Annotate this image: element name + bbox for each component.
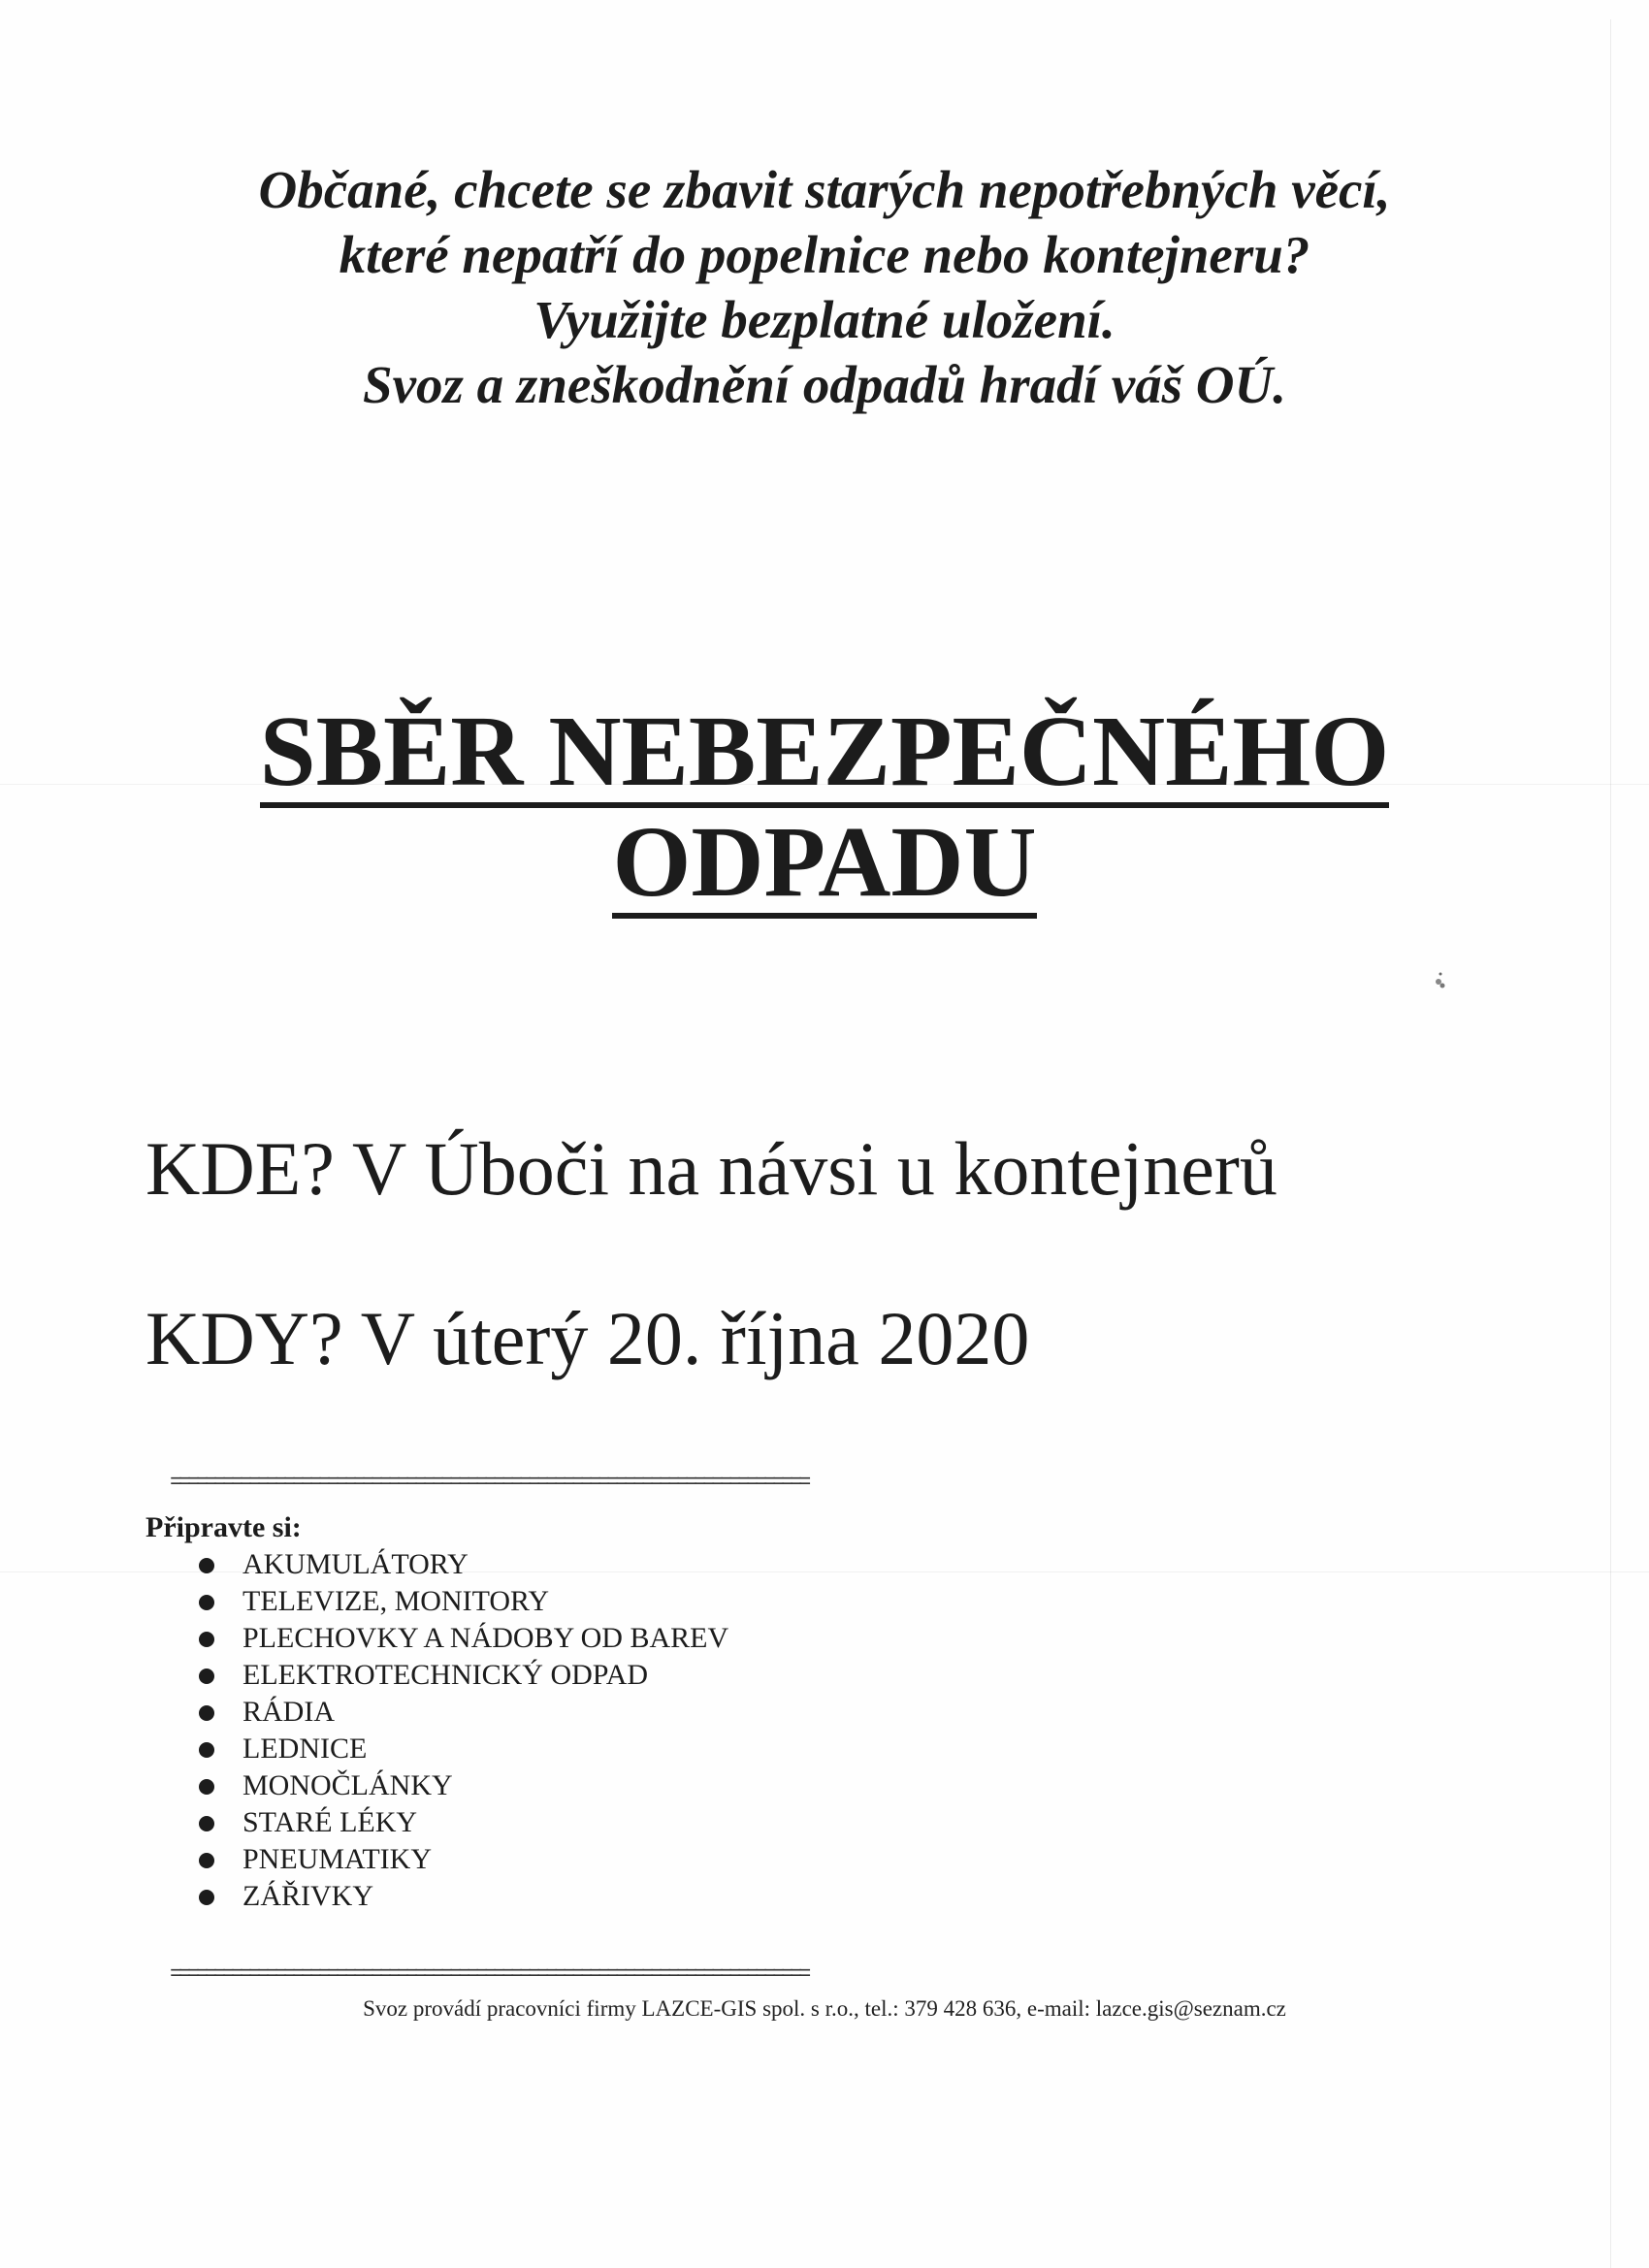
intro-line: které nepatří do popelnice nebo kontejneru? — [339, 225, 1310, 284]
date-text: KDY? V úterý 20. října 2020 — [146, 1296, 1030, 1380]
title-line-2: ODPADU — [612, 806, 1037, 918]
list-item — [199, 1731, 728, 1767]
separator-bottom: ========================================================================= — [170, 1964, 808, 1986]
bullet-icon — [199, 1779, 214, 1795]
list-item — [199, 1546, 728, 1583]
bullet-icon — [199, 1705, 214, 1721]
list-item — [199, 1767, 728, 1804]
bullet-icon — [199, 1890, 214, 1905]
intro-line: Využijte bezplatné uložení. — [534, 290, 1116, 349]
bullet-icon — [199, 1558, 214, 1573]
list-item — [199, 1804, 728, 1841]
list-item-label: MONOČLÁNKY — [242, 1769, 453, 1801]
list-item — [199, 1583, 728, 1620]
bullet-icon — [199, 1816, 214, 1831]
separator-top: ========================================================================= — [170, 1473, 808, 1494]
location-text: KDE? V Úboči na návsi u kontejnerů — [146, 1126, 1277, 1211]
bullet-icon — [199, 1853, 214, 1868]
intro-line: Svoz a zneškodnění odpadů hradí váš OÚ. — [363, 355, 1286, 414]
bullet-icon — [199, 1742, 214, 1758]
list-item-label: PNEUMATIKY — [242, 1843, 432, 1875]
intro-text — [0, 157, 1649, 417]
list-item-label: ELEKTROTECHNICKÝ ODPAD — [242, 1659, 649, 1691]
page-title — [0, 697, 1649, 918]
prepare-label: Připravte si: — [146, 1511, 302, 1543]
list-item-label: PLECHOVKY A NÁDOBY OD BAREV — [242, 1622, 729, 1654]
bullet-icon — [199, 1669, 214, 1684]
waste-items-list — [199, 1546, 728, 1915]
list-item — [199, 1878, 728, 1915]
list-item — [199, 1694, 728, 1731]
list-item-label: STARÉ LÉKY — [242, 1806, 418, 1838]
title-line-1: SBĚR NEBEZPEČNÉHO — [259, 696, 1390, 807]
list-item — [199, 1620, 728, 1657]
intro-line: Občané, chcete se zbavit starých nepotřebných věcí, — [258, 160, 1391, 219]
list-item-label: TELEVIZE, MONITORY — [242, 1585, 550, 1617]
scan-speck — [1434, 970, 1447, 991]
list-item-label: RÁDIA — [242, 1696, 335, 1728]
list-item — [199, 1841, 728, 1878]
list-item-label: ZÁŘIVKY — [242, 1880, 373, 1912]
list-item-label: LEDNICE — [242, 1733, 368, 1765]
footer-contact: Svoz provádí pracovníci firmy LAZCE-GIS spol. s r.o., tel.: 379 428 636, e-mail: lazce.gis@seznam.cz — [363, 1996, 1286, 2021]
bullet-icon — [199, 1632, 214, 1647]
bullet-icon — [199, 1595, 214, 1610]
list-item-label: AKUMULÁTORY — [242, 1548, 469, 1580]
list-item — [199, 1657, 728, 1694]
